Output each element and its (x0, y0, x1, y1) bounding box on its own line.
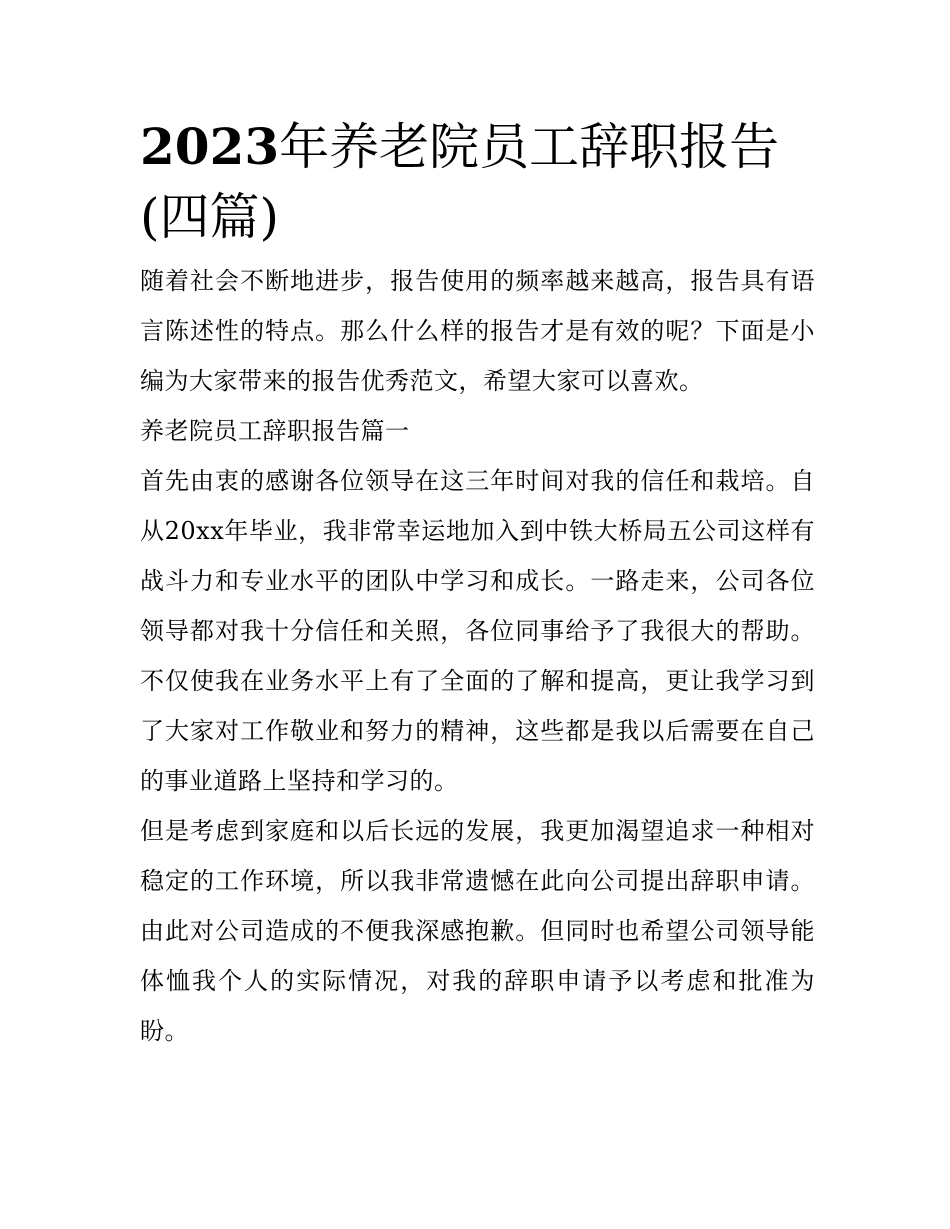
section-heading: 养老院员工辞职报告篇一 (140, 417, 410, 445)
document-title (140, 112, 815, 252)
document-body (140, 112, 815, 1056)
title-year: 2023 (140, 117, 280, 176)
body-paragraph-2: 但是考虑到家庭和以后长远的发展，我更加渴望追求一种相对稳定的工作环境，所以我非常遗憾在此向公司提出辞职申请。由此对公司造成的不便我深感抱歉。但同时也希望公司领导能体恤我个人的实际情况，对我的辞职申请予以考虑和批准为盼。 (140, 817, 815, 1045)
intro-paragraph: 随着社会不断地进步，报告使用的频率越来越高，报告具有语言陈述性的特点。那么什么样的报告才是有效的呢？下面是小编为大家带来的报告优秀范文，希望大家可以喜欢。 (140, 267, 815, 395)
body-paragraph-1: 首先由衷的感谢各位领导在这三年时间对我的信任和栽培。自从20xx年毕业，我非常幸运地加入到中铁大桥局五公司这样有战斗力和专业水平的团队中学习和成长。一路走来，公司各位领导都对我十分信任和关照，各位同事给予了我很大的帮助。不仅使我在业务水平上有了全面的了解和提高，更让我学习到了大家对工作敬业和努力的精神，这些都是我以后需要在自己的事业道路上坚持和学习的。 (140, 467, 815, 795)
title-text: 年养老院员工辞职报告(四篇) (140, 118, 780, 246)
